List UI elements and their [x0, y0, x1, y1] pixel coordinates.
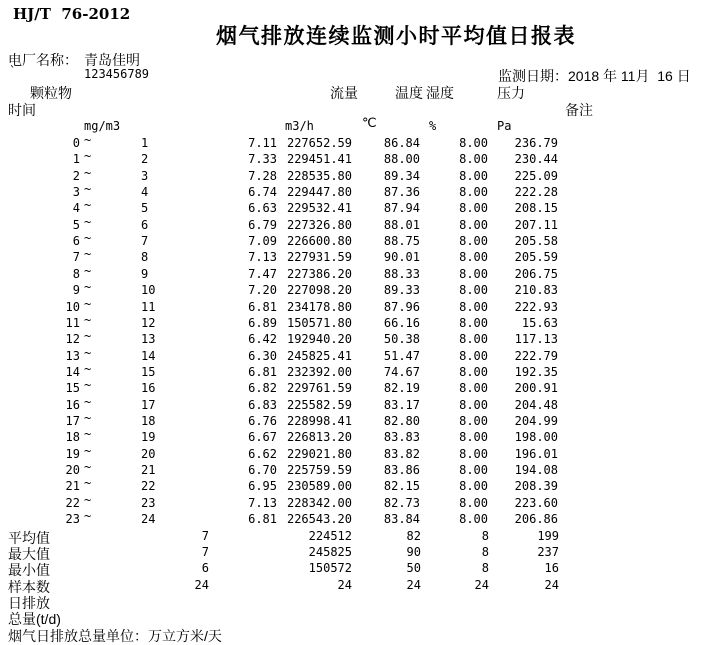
humidity-value-cell: 8.00	[459, 218, 488, 232]
table-row	[0, 346, 705, 366]
dust-value-cell: 6.42	[248, 332, 277, 346]
start-hour-cell: 18	[65, 430, 80, 444]
table-row	[0, 329, 705, 349]
end-hour-cell: 9	[141, 267, 149, 281]
tilde-mark: ~	[84, 215, 92, 229]
pressure-value-cell: 204.99	[514, 414, 558, 428]
date-label: 监测日期：	[498, 68, 568, 84]
summary-value-cell: 199	[537, 529, 559, 543]
pressure-value-cell: 200.91	[514, 381, 558, 395]
temp-value-cell: 83.82	[383, 447, 420, 461]
summary-value-cell: 245825	[308, 545, 352, 559]
pressure-value-cell: 222.93	[514, 300, 558, 314]
unit-dust: mg/m3	[84, 119, 121, 133]
standard-code: HJ/T 76-2012	[13, 5, 131, 23]
start-hour-cell: 2	[72, 169, 80, 183]
pressure-value-cell: 205.59	[514, 250, 558, 264]
start-hour-cell: 8	[72, 267, 80, 281]
dust-value-cell: 7.13	[248, 250, 277, 264]
temp-value-cell: 82.73	[383, 496, 420, 510]
humidity-value-cell: 8.00	[459, 300, 488, 314]
temp-value-cell: 51.47	[383, 349, 420, 363]
end-hour-cell: 14	[141, 349, 156, 363]
pressure-value-cell: 222.79	[514, 349, 558, 363]
humidity-value-cell: 8.00	[459, 169, 488, 183]
temp-value-cell: 82.80	[383, 414, 420, 428]
flow-value-cell: 229447.80	[286, 185, 352, 199]
summary-value-cell: 8	[481, 529, 489, 543]
flow-value-cell: 229532.41	[286, 201, 352, 215]
pressure-value-cell: 206.86	[514, 512, 558, 526]
flow-value-cell: 226600.80	[286, 234, 352, 248]
table-row	[0, 166, 705, 186]
dust-value-cell: 7.28	[248, 169, 277, 183]
tilde-mark: ~	[84, 297, 92, 311]
flow-value-cell: 228535.80	[286, 169, 352, 183]
start-hour-cell: 12	[65, 332, 80, 346]
tilde-mark: ~	[84, 149, 92, 163]
dust-value-cell: 6.83	[248, 398, 277, 412]
humidity-value-cell: 8.00	[459, 398, 488, 412]
pressure-value-cell: 198.00	[514, 430, 558, 444]
start-hour-cell: 5	[72, 218, 80, 232]
humidity-value-cell: 8.00	[459, 201, 488, 215]
end-hour-cell: 19	[141, 430, 156, 444]
start-hour-cell: 9	[72, 283, 80, 297]
dust-value-cell: 7.20	[248, 283, 277, 297]
summary-value-cell: 6	[201, 561, 209, 575]
footer-note: 烟气日排放总量单位：万立方米/天	[8, 628, 222, 644]
temp-value-cell: 90.01	[383, 250, 420, 264]
table-row	[0, 182, 705, 202]
temp-value-cell: 88.01	[383, 218, 420, 232]
flow-value-cell: 226543.20	[286, 512, 352, 526]
dust-value-cell: 6.76	[248, 414, 277, 428]
table-row	[0, 215, 705, 235]
humidity-value-cell: 8.00	[459, 463, 488, 477]
temp-value-cell: 89.33	[383, 283, 420, 297]
pressure-value-cell: 117.13	[514, 332, 558, 346]
table-row	[0, 509, 705, 529]
tilde-mark: ~	[84, 182, 92, 196]
tilde-mark: ~	[84, 346, 92, 360]
flow-value-cell: 227326.80	[286, 218, 352, 232]
humidity-value-cell: 8.00	[459, 332, 488, 346]
dust-value-cell: 6.63	[248, 201, 277, 215]
dust-value-cell: 6.70	[248, 463, 277, 477]
humidity-value-cell: 8.00	[459, 496, 488, 510]
temp-value-cell: 83.86	[383, 463, 420, 477]
temp-value-cell: 82.15	[383, 479, 420, 493]
flow-value-cell: 229761.59	[286, 381, 352, 395]
col-header-temp: 温度	[395, 85, 423, 101]
start-hour-cell: 21	[65, 479, 80, 493]
pressure-value-cell: 230.44	[514, 152, 558, 166]
end-hour-cell: 15	[141, 365, 156, 379]
summary-value-cell: 237	[537, 545, 559, 559]
tilde-mark: ~	[84, 329, 92, 343]
summary-row	[0, 594, 705, 611]
table-row	[0, 313, 705, 333]
end-hour-cell: 6	[141, 218, 149, 232]
summary-value-cell: 50	[406, 561, 421, 575]
start-hour-cell: 7	[72, 250, 80, 264]
summary-label: 样本数	[8, 579, 50, 595]
tilde-mark: ~	[84, 395, 92, 409]
humidity-value-cell: 8.00	[459, 136, 488, 150]
summary-label: 日排放	[8, 595, 50, 611]
start-hour-cell: 15	[65, 381, 80, 395]
pressure-value-cell: 205.58	[514, 234, 558, 248]
plant-name-value: 青岛佳明	[84, 52, 140, 68]
dust-value-cell: 6.62	[248, 447, 277, 461]
humidity-value-cell: 8.00	[459, 267, 488, 281]
humidity-value-cell: 8.00	[459, 414, 488, 428]
col-header-humidity: 湿度	[426, 85, 454, 101]
tilde-mark: ~	[84, 133, 92, 147]
flow-value-cell: 227931.59	[286, 250, 352, 264]
start-hour-cell: 19	[65, 447, 80, 461]
summary-value-cell: 8	[481, 545, 489, 559]
pressure-value-cell: 15.63	[521, 316, 558, 330]
summary-value-cell: 24	[474, 578, 489, 592]
summary-label: 平均值	[8, 530, 50, 546]
tilde-mark: ~	[84, 166, 92, 180]
table-row	[0, 395, 705, 415]
pressure-value-cell: 204.48	[514, 398, 558, 412]
humidity-value-cell: 8.00	[459, 479, 488, 493]
tilde-mark: ~	[84, 411, 92, 425]
humidity-value-cell: 8.00	[459, 185, 488, 199]
flow-value-cell: 225759.59	[286, 463, 352, 477]
summary-value-cell: 90	[406, 545, 421, 559]
table-row	[0, 378, 705, 398]
end-hour-cell: 20	[141, 447, 156, 461]
tilde-mark: ~	[84, 198, 92, 212]
tilde-mark: ~	[84, 231, 92, 245]
summary-row	[0, 545, 705, 562]
dust-value-cell: 6.67	[248, 430, 277, 444]
table-row	[0, 247, 705, 267]
tilde-mark: ~	[84, 264, 92, 278]
table-row	[0, 444, 705, 464]
summary-value-cell: 8	[481, 561, 489, 575]
tilde-mark: ~	[84, 427, 92, 441]
humidity-value-cell: 8.00	[459, 430, 488, 444]
flow-value-cell: 228998.41	[286, 414, 352, 428]
table-row	[0, 411, 705, 431]
temp-value-cell: 87.36	[383, 185, 420, 199]
temp-value-cell: 83.84	[383, 512, 420, 526]
flow-value-cell: 228342.00	[286, 496, 352, 510]
tilde-mark: ~	[84, 280, 92, 294]
end-hour-cell: 17	[141, 398, 156, 412]
dust-value-cell: 6.89	[248, 316, 277, 330]
humidity-value-cell: 8.00	[459, 381, 488, 395]
start-hour-cell: 20	[65, 463, 80, 477]
temp-value-cell: 87.94	[383, 201, 420, 215]
table-row	[0, 493, 705, 513]
table-row	[0, 133, 705, 153]
flow-value-cell: 226813.20	[286, 430, 352, 444]
start-hour-cell: 17	[65, 414, 80, 428]
temp-value-cell: 83.83	[383, 430, 420, 444]
tilde-mark: ~	[84, 509, 92, 523]
flow-value-cell: 227386.20	[286, 267, 352, 281]
start-hour-cell: 11	[65, 316, 80, 330]
temp-value-cell: 88.33	[383, 267, 420, 281]
table-row	[0, 476, 705, 496]
table-row	[0, 198, 705, 218]
end-hour-cell: 1	[141, 136, 149, 150]
flow-value-cell: 192940.20	[286, 332, 352, 346]
summary-label: 最小值	[8, 562, 50, 578]
pressure-value-cell: 207.11	[514, 218, 558, 232]
temp-value-cell: 88.75	[383, 234, 420, 248]
flow-value-cell: 227652.59	[286, 136, 352, 150]
end-hour-cell: 13	[141, 332, 156, 346]
table-row	[0, 427, 705, 447]
end-hour-cell: 2	[141, 152, 149, 166]
end-hour-cell: 21	[141, 463, 156, 477]
humidity-value-cell: 8.00	[459, 234, 488, 248]
temp-value-cell: 74.67	[383, 365, 420, 379]
temp-value-cell: 86.84	[383, 136, 420, 150]
start-hour-cell: 10	[65, 300, 80, 314]
dust-value-cell: 6.81	[248, 300, 277, 314]
tilde-mark: ~	[84, 362, 92, 376]
table-row	[0, 362, 705, 382]
summary-value-cell: 150572	[308, 561, 352, 575]
dust-value-cell: 7.33	[248, 152, 277, 166]
temp-value-cell: 88.00	[383, 152, 420, 166]
tilde-mark: ~	[84, 476, 92, 490]
table-row	[0, 149, 705, 169]
summary-value-cell: 24	[544, 578, 559, 592]
flow-value-cell: 225582.59	[286, 398, 352, 412]
pressure-value-cell: 222.28	[514, 185, 558, 199]
pressure-value-cell: 196.01	[514, 447, 558, 461]
tilde-mark: ~	[84, 247, 92, 261]
summary-label: 最大值	[8, 546, 50, 562]
table-row	[0, 264, 705, 284]
humidity-value-cell: 8.00	[459, 365, 488, 379]
summary-value-cell: 82	[406, 529, 421, 543]
flow-value-cell: 234178.80	[286, 300, 352, 314]
summary-value-cell: 7	[201, 529, 209, 543]
start-hour-cell: 13	[65, 349, 80, 363]
temp-value-cell: 50.38	[383, 332, 420, 346]
summary-value-cell: 24	[337, 578, 352, 592]
table-row	[0, 460, 705, 480]
summary-row	[0, 561, 705, 578]
unit-temp: ℃	[362, 116, 377, 131]
pressure-value-cell: 208.39	[514, 479, 558, 493]
date-value: 2018 年 11月 16 日	[568, 68, 691, 84]
start-hour-cell: 6	[72, 234, 80, 248]
end-hour-cell: 18	[141, 414, 156, 428]
end-hour-cell: 12	[141, 316, 156, 330]
temp-value-cell: 66.16	[383, 316, 420, 330]
tilde-mark: ~	[84, 444, 92, 458]
end-hour-cell: 10	[141, 283, 156, 297]
table-row	[0, 280, 705, 300]
start-hour-cell: 16	[65, 398, 80, 412]
end-hour-cell: 8	[141, 250, 149, 264]
end-hour-cell: 16	[141, 381, 156, 395]
summary-row	[0, 578, 705, 595]
start-hour-cell: 4	[72, 201, 80, 215]
col-header-time: 时间	[8, 102, 36, 118]
start-hour-cell: 14	[65, 365, 80, 379]
tilde-mark: ~	[84, 493, 92, 507]
flow-value-cell: 229451.41	[286, 152, 352, 166]
pressure-value-cell: 194.08	[514, 463, 558, 477]
col-header-pressure: 压力	[497, 85, 525, 101]
flow-value-cell: 232392.00	[286, 365, 352, 379]
col-header-note: 备注	[565, 102, 593, 118]
pressure-value-cell: 210.83	[514, 283, 558, 297]
dust-value-cell: 7.09	[248, 234, 277, 248]
col-header-flow: 流量	[330, 85, 358, 101]
start-hour-cell: 0	[72, 136, 80, 150]
summary-value-cell: 16	[544, 561, 559, 575]
unit-humidity: %	[429, 119, 437, 133]
humidity-value-cell: 8.00	[459, 316, 488, 330]
plant-code: 123456789	[84, 67, 150, 81]
flow-value-cell: 229021.80	[286, 447, 352, 461]
flow-value-cell: 230589.00	[286, 479, 352, 493]
start-hour-cell: 23	[65, 512, 80, 526]
end-hour-cell: 4	[141, 185, 149, 199]
summary-value-cell: 24	[406, 578, 421, 592]
dust-value-cell: 6.81	[248, 365, 277, 379]
dust-value-cell: 6.82	[248, 381, 277, 395]
plant-name-label: 电厂名称：	[8, 52, 78, 68]
dust-value-cell: 6.74	[248, 185, 277, 199]
pressure-value-cell: 225.09	[514, 169, 558, 183]
unit-flow: m3/h	[285, 119, 314, 133]
end-hour-cell: 3	[141, 169, 149, 183]
humidity-value-cell: 8.00	[459, 250, 488, 264]
tilde-mark: ~	[84, 378, 92, 392]
tick-mark: `	[9, 64, 17, 78]
start-hour-cell: 22	[65, 496, 80, 510]
dust-value-cell: 6.79	[248, 218, 277, 232]
humidity-value-cell: 8.00	[459, 349, 488, 363]
end-hour-cell: 24	[141, 512, 156, 526]
dust-value-cell: 7.13	[248, 496, 277, 510]
summary-label: 总量(t/d)	[8, 611, 61, 627]
dust-value-cell: 7.11	[248, 136, 277, 150]
dust-value-cell: 6.81	[248, 512, 277, 526]
end-hour-cell: 7	[141, 234, 149, 248]
dust-value-cell: 6.30	[248, 349, 277, 363]
dust-value-cell: 7.47	[248, 267, 277, 281]
flow-value-cell: 150571.80	[286, 316, 352, 330]
dust-value-cell: 6.95	[248, 479, 277, 493]
end-hour-cell: 11	[141, 300, 156, 314]
humidity-value-cell: 8.00	[459, 447, 488, 461]
tilde-mark: ~	[84, 460, 92, 474]
temp-value-cell: 87.96	[383, 300, 420, 314]
temp-value-cell: 83.17	[383, 398, 420, 412]
table-row	[0, 231, 705, 251]
end-hour-cell: 23	[141, 496, 156, 510]
summary-value-cell: 224512	[308, 529, 352, 543]
start-hour-cell: 1	[72, 152, 80, 166]
report-title: 烟气排放连续监测小时平均值日报表	[216, 25, 576, 48]
summary-row	[0, 610, 705, 627]
start-hour-cell: 3	[72, 185, 80, 199]
end-hour-cell: 5	[141, 201, 149, 215]
flow-value-cell: 227098.20	[286, 283, 352, 297]
pressure-value-cell: 206.75	[514, 267, 558, 281]
unit-pressure: Pa	[497, 119, 512, 133]
summary-row	[0, 529, 705, 546]
pressure-value-cell: 192.35	[514, 365, 558, 379]
flow-value-cell: 245825.41	[286, 349, 352, 363]
pressure-value-cell: 236.79	[514, 136, 558, 150]
summary-value-cell: 24	[194, 578, 209, 592]
humidity-value-cell: 8.00	[459, 283, 488, 297]
humidity-value-cell: 8.00	[459, 152, 488, 166]
summary-value-cell: 7	[201, 545, 209, 559]
col-header-dust: 颗粒物	[30, 85, 72, 101]
temp-value-cell: 82.19	[383, 381, 420, 395]
pressure-value-cell: 208.15	[514, 201, 558, 215]
end-hour-cell: 22	[141, 479, 156, 493]
tilde-mark: ~	[84, 313, 92, 327]
pressure-value-cell: 223.60	[514, 496, 558, 510]
humidity-value-cell: 8.00	[459, 512, 488, 526]
table-row	[0, 297, 705, 317]
temp-value-cell: 89.34	[383, 169, 420, 183]
